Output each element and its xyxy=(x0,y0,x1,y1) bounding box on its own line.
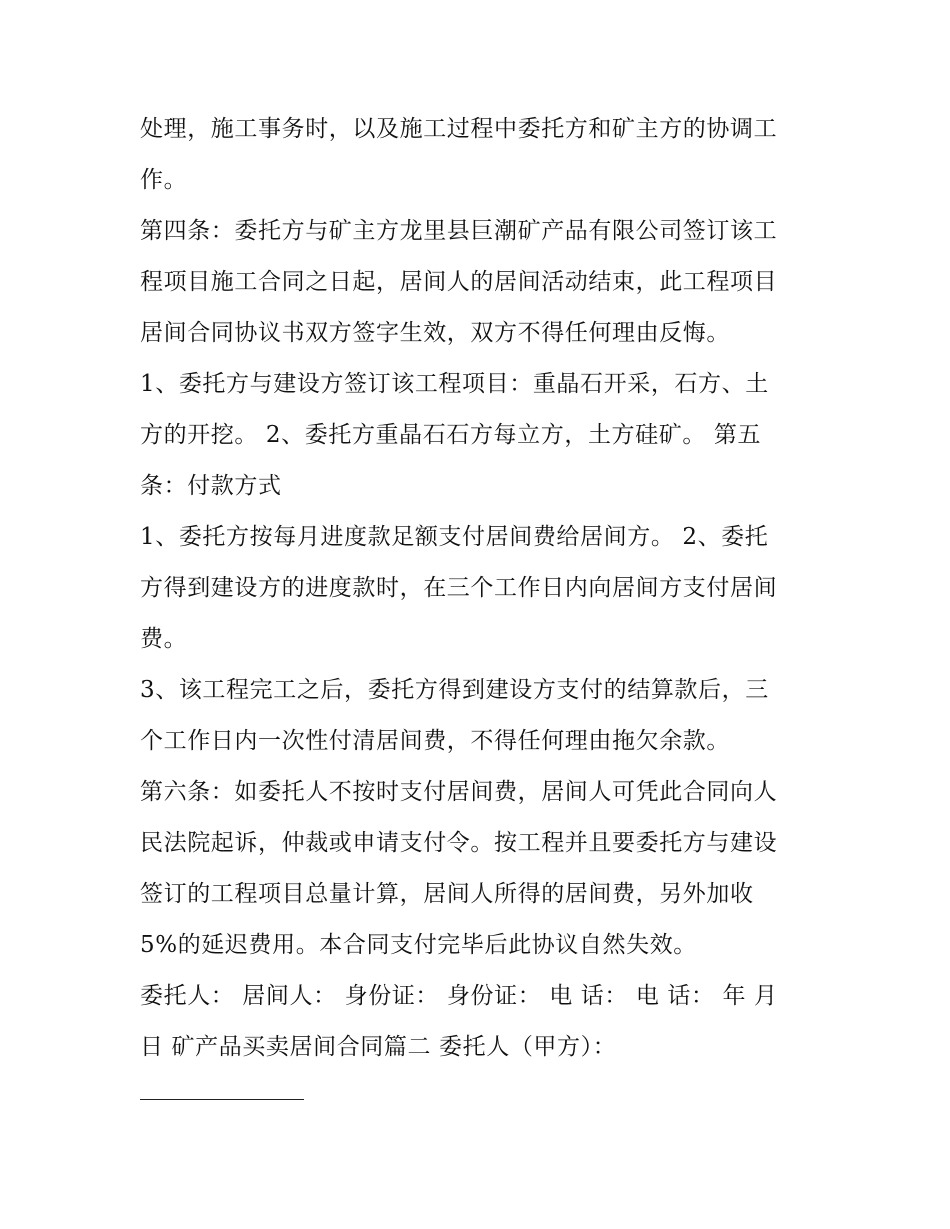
text-line: 个工作日内一次性付清居间费，不得任何理由拖欠余款。 xyxy=(140,728,730,754)
text-line: 5%的延迟费用。本合同支付完毕后此协议自然失效。 xyxy=(140,932,697,958)
text-line: 条：付款方式 xyxy=(140,473,282,499)
text-line: 居间合同协议书双方签字生效，双方不得任何理由反悔。 xyxy=(140,320,730,346)
text-line: 程项目施工合同之日起，居间人的居间活动结束，此工程项目 xyxy=(140,269,778,295)
text-line: 签订的工程项目总量计算，居间人所得的居间费，另外加收 xyxy=(140,881,754,907)
text-line: 1、委托方与建设方签订该工程项目：重晶石开采，石方、土 xyxy=(140,371,769,397)
text-line: 作。 xyxy=(140,167,188,193)
text-line: 3、该工程完工之后，委托方得到建设方支付的结算款后，三 xyxy=(140,677,769,703)
text-line: 民法院起诉，仲裁或申请支付令。按工程并且要委托方与建设 xyxy=(140,830,778,856)
text-line: 费。 xyxy=(140,626,188,652)
text-line: 处理，施工事务时，以及施工过程中委托方和矿主方的协调工 xyxy=(140,116,778,142)
text-line: 第四条：委托方与矿主方龙里县巨潮矿产品有限公司签订该工 xyxy=(140,218,778,244)
text-line: 日 矿产品买卖居间合同篇二 委托人（甲方）： xyxy=(140,1034,617,1060)
text-line: 委托人： 居间人： 身份证： 身份证： 电 话： 电 话： 年 月 xyxy=(140,983,778,1009)
signature-blank-line xyxy=(140,1099,304,1100)
text-line: 第六条：如委托人不按时支付居间费，居间人可凭此合同向人 xyxy=(140,779,778,805)
text-line: 1、委托方按每月进度款足额支付居间费给居间方。 2、委托 xyxy=(140,524,769,550)
text-line: 方得到建设方的进度款时，在三个工作日内向居间方支付居间 xyxy=(140,575,778,601)
text-line: 方的开挖。 2、委托方重晶石石方每立方，土方硅矿。 第五 xyxy=(140,422,762,448)
